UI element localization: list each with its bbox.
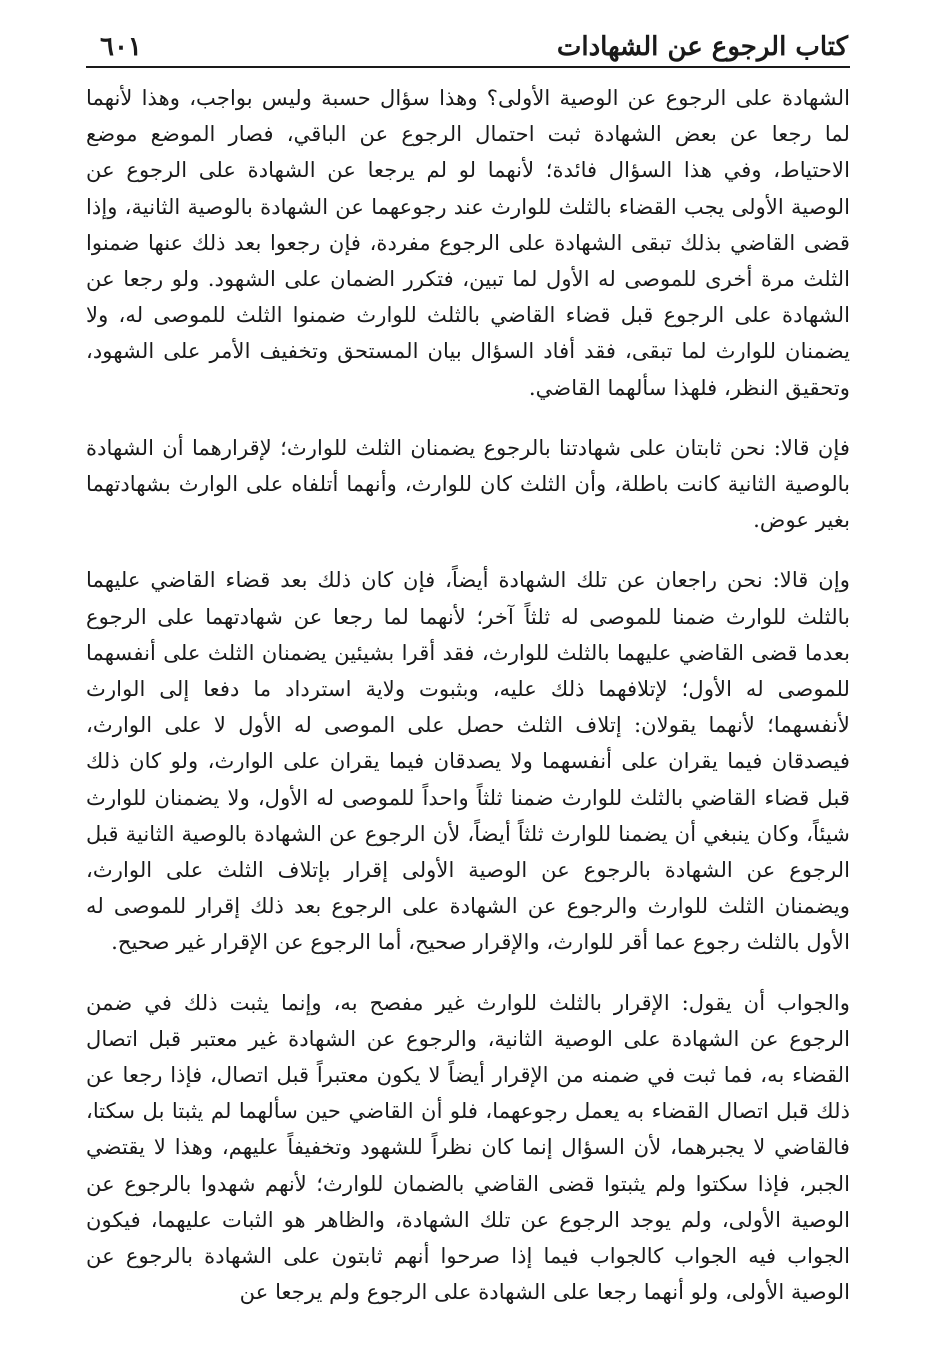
page-number: ٦٠١ [100, 32, 142, 62]
paragraph-4: والجواب أن يقول: الإقرار بالثلث للوارث غير مفصح به، وإنما يثبت ذلك في ضمن الرجوع عن الشهادة على الوصية الثانية، والرجوع عن الشهادة غير معتبر قبل اتصال القضاء به، فما ثبت في ضمنه من الإقرار أيضاً لا يكون معتبراً قبل اتصال، فإذا رجعا عن ذلك قبل اتصال القضاء به يعمل رجوعهما، فلو أن القاضي حين سألهما لم يثبتا بل سكتا، فالقاضي لا يجبرهما، لأن السؤال إنما كان نظراً للشهود وتخفيفاً عليهم، وهذا لا يقتضي الجبر، فإذا سكتوا ولم يثبتوا قضى القاضي بالضمان للوارث؛ لأنهم شهدوا بالرجوع عن الوصية الأولى، ولم يوجد الرجوع عن تلك الشهادة، والظاهر هو الثبات عليهما، فيكون الجواب فيه الجواب كالجواب فيما إذا صرحوا أنهم ثابتون على الشهادة بالرجوع عن الوصية الأولى، ولو أنهما رجعا على الشهادة على الرجوع ولم يرجعا عن [86, 989, 850, 1305]
body-text [86, 80, 850, 1311]
paragraph-3: وإن قالا: نحن راجعان عن تلك الشهادة أيضاً، فإن كان ذلك بعد قضاء القاضي عليهما بالثلث للوارث ضمنا للموصى له ثلثاً آخر؛ لأنهما لما رجعا عن شهادتهما على الرجوع بعدما قضى القاضي عليهما بالثلث للوارث، فقد أقرا بشيئين يضمنان الثلث على أنفسهما للموصى له الأول؛ لإتلافهما ذلك عليه، وبثبوت ولاية استرداد ما دفعا إلى الوارث لأنفسهما؛ لأنهما يقولان: إتلاف الثلث حصل على الموصى له الأول لا على الوارث، فيصدقان فيما يقران على أنفسهما ولا يصدقان فيما يقران على الوارث، ولو كان ذلك قبل قضاء القاضي بالثلث للوارث ضمنا ثلثاً واحداً للموصى له الأول، ولا يضمنان للوارث شيئاً، وكان ينبغي أن يضمنا للوارث ثلثاً أيضاً، لأن الرجوع عن الشهادة بالوصية الثانية قبل الرجوع عن الشهادة بالرجوع عن الوصية الأولى إقرار بإتلاف الثلث على الوارث، ويضمنان الثلث للوارث والرجوع عن الشهادة على الرجوع بعد ذلك إقرار للموصى له الأول بالثلث رجوع عما أقر للوارث، والإقرار صحيح، أما الرجوع عن الإقرار غير صحيح. [86, 567, 850, 955]
page-header [86, 26, 850, 68]
paragraph-1: الشهادة على الرجوع عن الوصية الأولى؟ وهذا سؤال حسبة وليس بواجب، وهذا لأنهما لما رجعا عن بعض الشهادة ثبت احتمال الرجوع عن الباقي، فصار الموضع موضع الاحتياط، وفي هذا السؤال فائدة؛ لأنهما لو لم يرجعا عن الشهادة على الرجوع عن الوصية الأولى يجب القضاء بالثلث للوارث عند رجوعهما عن الشهادة بالوصية الثانية، وإذا قضى القاضي بذلك تبقى الشهادة على الرجوع مفردة، فإن رجعوا بعد ذلك عنها ضمنوا الثلث مرة أخرى للموصى له الأول لما تبين، فتكرر الضمان على الشهود. ولو رجعا عن الشهادة على الرجوع قبل قضاء القاضي بالثلث للوارث ضمنوا الثلث للموصى له، ولا يضمنان للوارث لما تبقى، فقد أفاد السؤال بيان المستحق وتخفيف الأمر على الشهود، وتحقيق النظر، فلهذا سألهما القاضي. [86, 85, 850, 400]
running-title: كتاب الرجوع عن الشهادات [556, 32, 848, 62]
paragraph-2: فإن قالا: نحن ثابتان على شهادتنا بالرجوع يضمنان الثلث للوارث؛ لإقرارهما أن الشهادة بالوصية الثانية كانت باطلة، وأن الثلث كان للوارث، وأنهما أتلفاه على الوارث بشهادتهما بغير عوض. [86, 434, 850, 533]
